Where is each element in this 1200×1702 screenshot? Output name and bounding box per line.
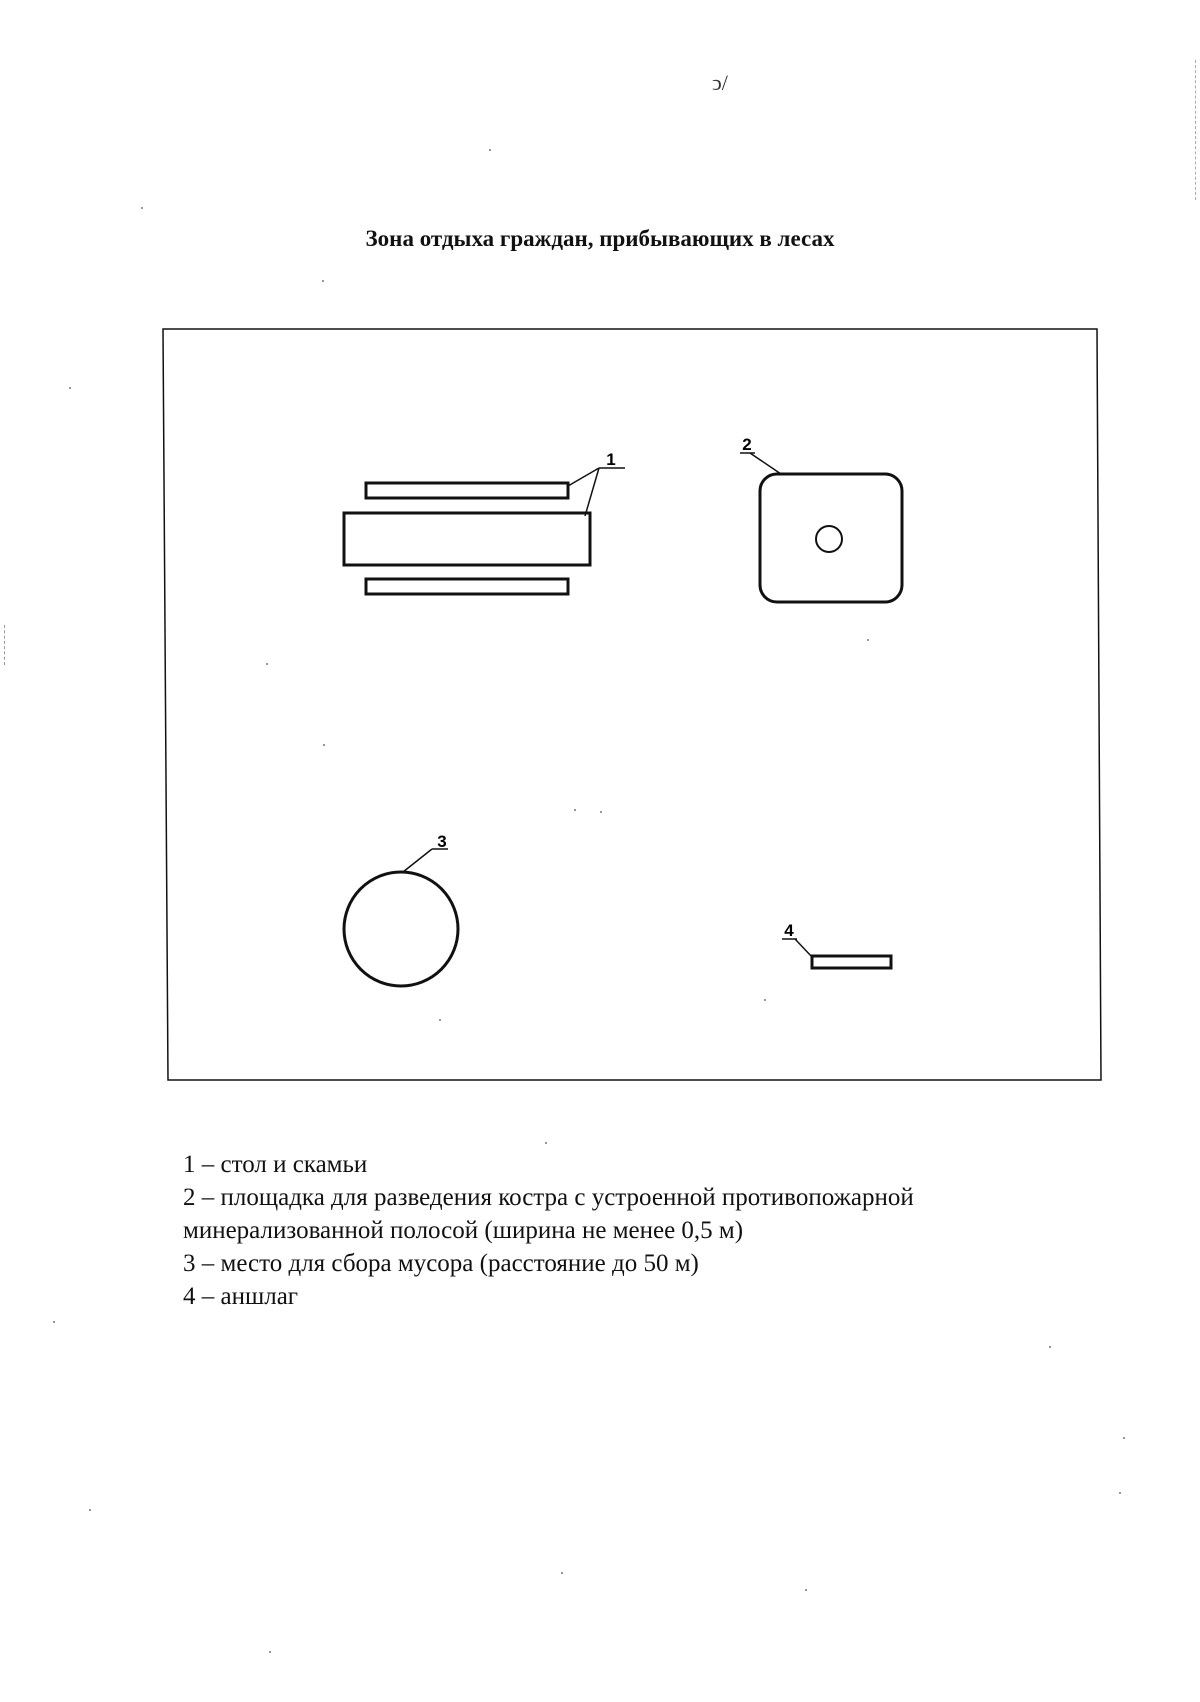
marker-4: 4 — [784, 921, 794, 940]
legend — [183, 1148, 914, 1313]
scan-edge-mark-right — [1195, 60, 1198, 200]
legend-item-1: 1 – стол и скамьи — [183, 1151, 368, 1178]
fire-pit — [816, 526, 842, 552]
plan-frame — [163, 329, 1101, 1080]
marker-3: 3 — [437, 832, 447, 851]
marker-4-leaders — [782, 939, 812, 957]
table — [344, 513, 590, 565]
marker-2-leaders — [740, 453, 781, 474]
marker-1-leaders — [568, 468, 625, 516]
legend-item-3: 3 – место для сбора мусора (расстояние до 50 м) — [183, 1250, 699, 1277]
bench-top — [366, 483, 568, 498]
campfire-site — [760, 474, 902, 602]
waste-collection-point — [344, 872, 458, 986]
marker-2: 2 — [742, 435, 752, 454]
legend-item-4: 4 – аншлаг — [183, 1283, 299, 1310]
information-sign — [812, 956, 891, 968]
page-title: Зона отдыха граждан, прибывающих в лесах — [365, 226, 835, 251]
page-check-mark: ↄ/ — [712, 70, 728, 95]
legend-item-2-continued: минерализованной полосой (ширина не менее 0,5 м) — [183, 1217, 744, 1244]
scan-edge-mark-left — [4, 625, 7, 665]
bench-bottom — [366, 579, 568, 594]
legend-item-2: 2 – площадка для разведения костра с устроенной противопожарной — [183, 1184, 914, 1211]
marker-1: 1 — [606, 450, 616, 469]
marker-3-leaders — [403, 849, 448, 872]
table-and-benches — [344, 483, 590, 594]
fire-break-strip — [760, 474, 902, 602]
scan-specks — [53, 149, 1125, 1653]
